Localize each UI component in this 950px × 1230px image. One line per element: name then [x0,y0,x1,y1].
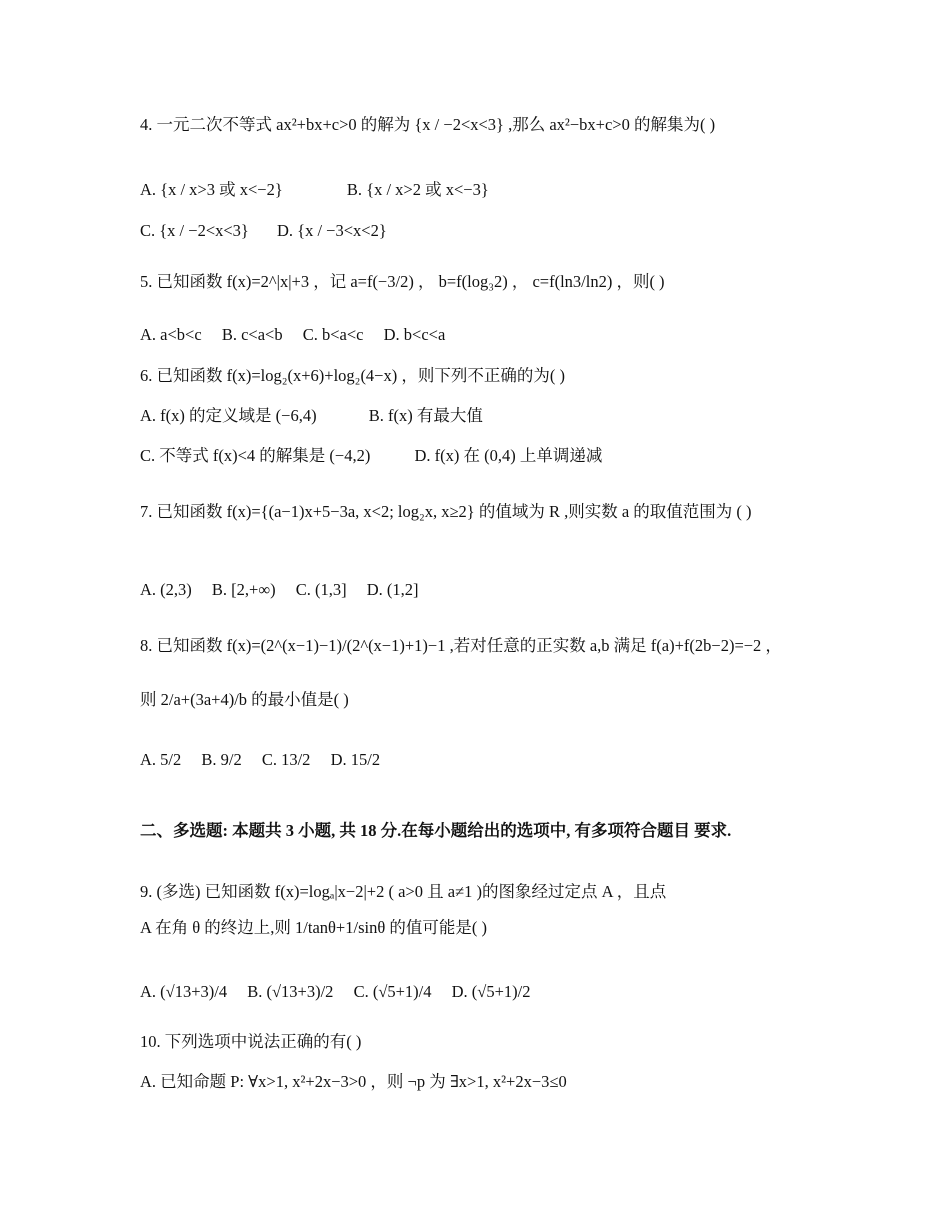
question-6-options-row1 [140,404,810,428]
option-b: B. [2,+∞) [211,580,276,599]
option-d: D. f(x) 在 (0,4) 上单调递减 [414,446,603,465]
question-10-option-a: A. 已知命题 P: ∀x>1, x²+2x−3>0 ，则 ¬p 为 ∃x>1, x²+2x−3≤0 [140,1072,567,1091]
question-4-options-row2 [140,219,810,243]
question-9-stem: 9. (多选) 已知函数 f(x)=logₐ|x−2|+2 ( a>0 且 a≠1 )的图象经过定点 A ，且点 [140,882,667,901]
option-a: A. f(x) 的定义域是 (−6,4) [140,406,317,425]
option-b: B. {x / x>2 或 x<−3} [346,180,489,199]
option-d: D. (1,2] [366,580,419,599]
option-a: A. {x / x>3 或 x<−2} [140,180,283,199]
question-9-options [140,980,810,1004]
option-c: C. {x / −2<x<3} [140,221,249,240]
option-d: D. {x / −3<x<2} [276,221,387,240]
question-7-options [140,578,810,602]
option-a: A. (2,3) [140,580,192,599]
question-10-stem: 10. 下列选项中说法正确的有( ) [140,1032,362,1051]
question-9-stem-line2: A 在角 θ 的终边上,则 1/tanθ+1/sinθ 的值可能是( ) [140,918,487,937]
question-8-stem: 8. 已知函数 f(x)=(2^(x−1)−1)/(2^(x−1)+1)−1 ,若对任意的正实数 a,b 满足 f(a)+f(2b−2)=−2 ， [140,636,782,655]
option-c: C. 13/2 [261,750,311,769]
option-a: A. (√13+3)/4 [140,982,228,1001]
question-5-stem: 5. 已知函数 f(x)=2^|x|+3 ，记 a=f(−3/2) ， b=f(log₃2) ， c=f(ln3/ln2) ，则( ) [140,272,665,291]
option-c: C. 不等式 f(x)<4 的解集是 (−4,2) [140,446,371,465]
question-7-stem: 7. 已知函数 f(x)={(a−1)x+5−3a, x<2; log₂x, x≥2} 的值域为 R ,则实数 a 的取值范围为 ( ) [140,502,752,521]
option-a: A. 5/2 [140,750,182,769]
question-4-options-row1 [140,178,810,202]
option-c: C. b<a<c [302,325,364,344]
option-d: D. 15/2 [330,750,381,769]
option-d: D. b<c<a [383,325,446,344]
option-b: B. f(x) 有最大值 [368,406,483,425]
option-c: C. (1,3] [295,580,347,599]
question-5-options [140,323,810,347]
section-2-header: 二、多选题: 本题共 3 小题, 共 18 分.在每小题给出的选项中, 有多项符合题目 要求. [140,821,732,840]
option-b: B. 9/2 [201,750,242,769]
option-a: A. a<b<c [140,325,202,344]
option-b: B. c<a<b [221,325,283,344]
option-b: B. (√13+3)/2 [247,982,334,1001]
question-8-options [140,748,810,772]
question-8-stem-line2: 则 2/a+(3a+4)/b 的最小值是( ) [140,690,349,709]
option-c: C. (√5+1)/4 [353,982,432,1001]
question-6-options-row2 [140,444,810,468]
question-4-stem: 4. 一元二次不等式 ax²+bx+c>0 的解为 {x / −2<x<3} ,那么 ax²−bx+c>0 的解集为( ) [140,115,716,134]
question-6-stem: 6. 已知函数 f(x)=log₂(x+6)+log₂(4−x) ，则下列不正确的为( ) [140,366,565,385]
option-d: D. (√5+1)/2 [451,982,531,1001]
